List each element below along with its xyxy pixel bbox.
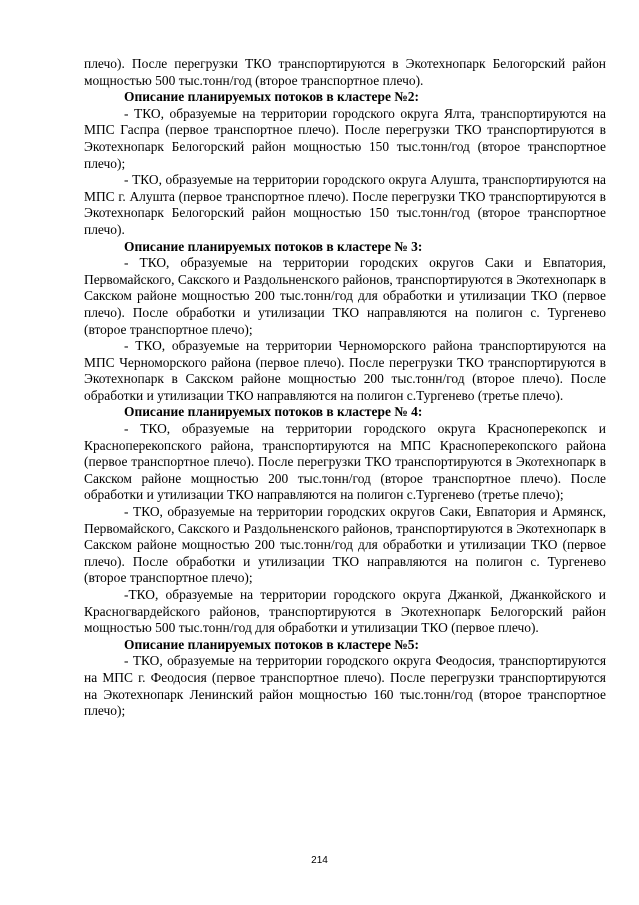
page-number: 214 [311,855,328,866]
paragraph-krasnoperekopsk: - ТКО, образуемые на территории городского округа Красноперекопск и Красноперекопского района, транспортируются на МПС Красноперекопского района (первое транспортное плечо). После перегрузки ТКО транспортируются в Экотехнопарк в Сакском районе мощностью 200 тыс.тонн/год (второе транспортное плечо). После обработки и утилизации ТКО направляются на полигон с.Тургенево (третье плечо); [84,421,606,503]
heading-cluster-4: Описание планируемых потоков в кластере № 4: [124,404,423,420]
document-body [84,56,606,720]
paragraph-dzhankoy: -ТКО, образуемые на территории городского округа Джанкой, Джанкойского и Красногвардейского районов, транспортируются в Экотехнопарк Белогорский район мощностью 500 тыс.тонн/год для обработки и утилизации ТКО (первое плечо). [84,587,606,636]
paragraph-chernomorsky: - ТКО, образуемые на территории Черноморского района транспортируются на МПС Черноморского района (первое плечо). После перегрузки ТКО транспортируются в Экотехнопарк в Сакском районе мощностью 200 тыс.тонн/год (второе плечо). После обработки и утилизации ТКО направляются на полигон с.Тургенево (третье плечо). [84,338,606,403]
heading-cluster-3: Описание планируемых потоков в кластере № 3: [124,238,423,254]
paragraph-continuation: плечо). После перегрузки ТКО транспортируются в Экотехнопарк Белогорский район мощностью 500 тыс.тонн/год (второе транспортное плечо). [84,56,606,88]
paragraph-alushta: - ТКО, образуемые на территории городского округа Алушта, транспортируются на МПС г. Алушта (первое транспортное плечо). После перегрузки ТКО транспортируются в Экотехнопарк Белогорский район мощностью 150 тыс.тонн/год (второе транспортное плечо). [84,172,606,237]
paragraph-saki-armyansk: - ТКО, образуемые на территории городских округов Саки, Евпатория и Армянск, Первомайского, Сакского и Раздольненского районов, транспортируются в Экотехнопарк в Сакском районе мощностью 200 тыс.тонн/год для обработки и утилизации ТКО (первое плечо). После обработки и утилизации ТКО направляются на полигон с. Тургенево (второе транспортное плечо); [84,504,606,586]
heading-cluster-5: Описание планируемых потоков в кластере №5: [124,636,419,652]
paragraph-yalta: - ТКО, образуемые на территории городского округа Ялта, транспортируются на МПС Гаспра (первое транспортное плечо). После перегрузки ТКО транспортируются в Экотехнопарк Белогорский район мощностью 150 тыс.тонн/год (второе транспортное плечо); [84,105,606,171]
paragraph-saki-evpatoria: - ТКО, образуемые на территории городских округов Саки и Евпатория, Первомайского, Сакского и Раздольненского районов, транспортируются в Экотехнопарк в Сакском районе мощностью 200 тыс.тонн/год для обработки и утилизации ТКО (первое плечо). После обработки и утилизации ТКО направляются на полигон с. Тургенево (второе транспортное плечо); [84,255,606,337]
heading-cluster-2: Описание планируемых потоков в кластере №2: [124,89,419,105]
paragraph-feodosia: - ТКО, образуемые на территории городского округа Феодосия, транспортируются на МПС г. Феодосия (первое транспортное плечо). После перегрузки транспортируются на Экотехнопарк Ленинский район мощностью 160 тыс.тонн/год (второе транспортное плечо); [84,653,606,719]
